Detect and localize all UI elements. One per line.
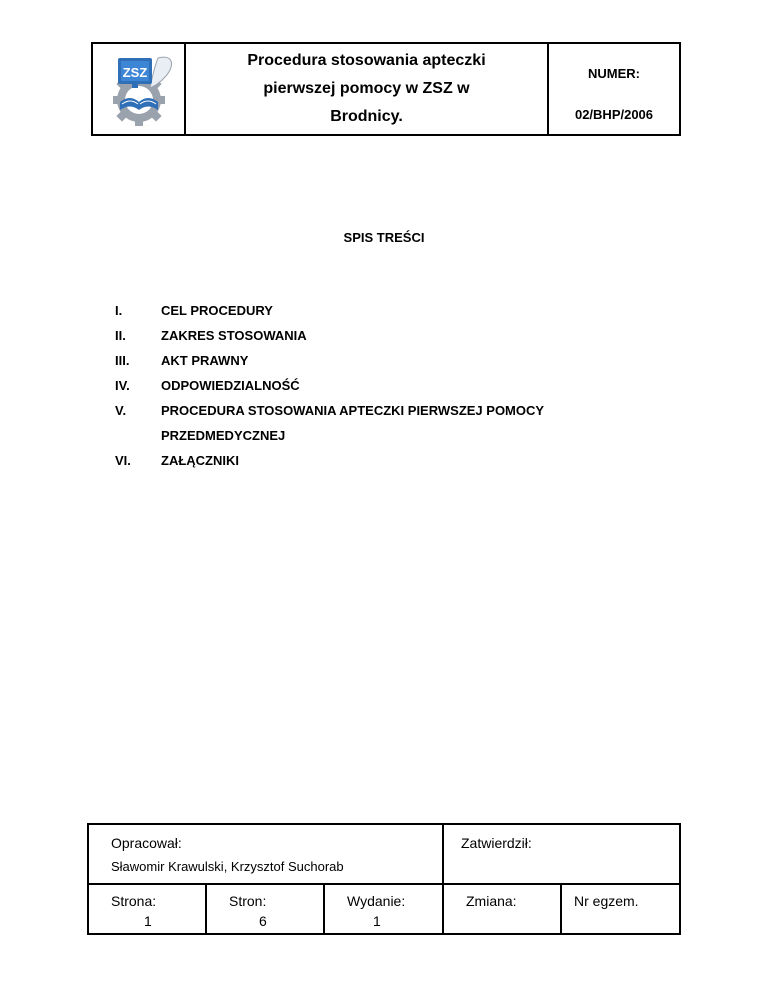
edition-caption: Wydanie:	[347, 893, 406, 909]
toc-item	[115, 448, 675, 473]
toc-item-text: ZAKRES STOSOWANIA	[161, 328, 307, 343]
toc-item-number: II.	[115, 328, 126, 343]
approved-cell	[444, 825, 679, 883]
page-caption: Strona:	[111, 893, 157, 909]
table-of-contents	[115, 298, 675, 473]
number-value: 02/BHP/2006	[574, 107, 654, 122]
prepared-cell	[89, 825, 444, 883]
number-label: NUMER:	[588, 66, 640, 81]
document-title	[186, 44, 549, 134]
title-line-2: pierwszej pomocy w ZSZ w	[263, 80, 470, 97]
title-line-1: Procedura stosowania apteczki	[247, 52, 486, 69]
approved-label: Zatwierdził:	[461, 835, 532, 851]
page-cell	[89, 885, 207, 933]
toc-item-number	[115, 423, 161, 448]
logo-cell	[93, 44, 186, 134]
number-cell	[549, 44, 679, 134]
toc-item-text: CEL PROCEDURY	[161, 303, 273, 318]
toc-item-number: V.	[115, 403, 127, 418]
logo-lettering: ZSZ	[122, 65, 147, 80]
document-header	[91, 42, 681, 136]
toc-item-number: III.	[115, 353, 130, 368]
toc-item-number: IV.	[115, 378, 130, 393]
copy-number-cell	[562, 885, 679, 933]
copy-number-caption: Nr egzem.	[574, 893, 639, 909]
edition-value: 1	[373, 913, 381, 929]
pages-cell	[207, 885, 325, 933]
document-footer	[87, 823, 681, 935]
title-line-3: Brodnicy.	[330, 108, 403, 125]
toc-item-text: PRZEDMEDYCZNEJ	[161, 428, 286, 443]
toc-item	[115, 323, 675, 348]
toc-item-number: I.	[115, 303, 123, 318]
footer-authors-row	[89, 825, 679, 885]
toc-item-text: PROCEDURA STOSOWANIA APTECZKI PIERWSZEJ POMOCY	[161, 403, 545, 418]
footer-meta-row	[89, 885, 679, 933]
toc-heading: SPIS TREŚCI	[343, 230, 425, 245]
toc-item-continuation	[115, 423, 675, 448]
toc-item-text: AKT PRAWNY	[161, 353, 249, 368]
toc-item	[115, 348, 675, 373]
page-value: 1	[144, 913, 152, 929]
pages-caption: Stron:	[229, 893, 267, 909]
prepared-label: Opracował:	[111, 835, 182, 851]
edition-cell	[325, 885, 444, 933]
change-cell	[444, 885, 562, 933]
toc-item	[115, 398, 675, 423]
prepared-by: Sławomir Krawulski, Krzysztof Suchorab	[111, 859, 344, 874]
school-logo	[100, 50, 178, 128]
toc-item-text: ODPOWIEDZIALNOŚĆ	[161, 378, 300, 393]
change-caption: Zmiana:	[466, 893, 517, 909]
toc-item	[115, 298, 675, 323]
toc-item-text: ZAŁĄCZNIKI	[161, 453, 239, 468]
pages-value: 6	[259, 913, 267, 929]
toc-item-number: VI.	[115, 453, 131, 468]
toc-item	[115, 373, 675, 398]
